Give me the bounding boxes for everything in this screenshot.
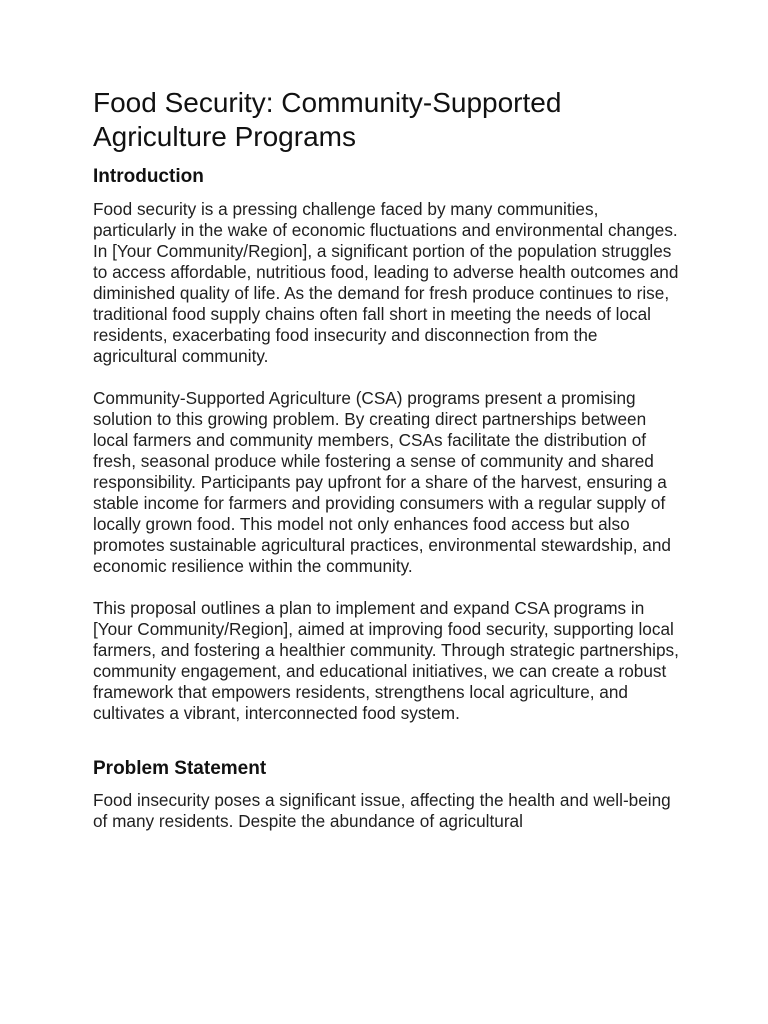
document-title: Food Security: Community-Supported Agriculture Programs [93, 87, 562, 152]
intro-paragraph-3: This proposal outlines a plan to implement and expand CSA programs in [Your Community/Region], aimed at improving food security, supporting local farmers, and fostering a healthier community. Through strategic partnerships, community engagement, and educational initiatives, we can create a robust framework that empowers residents, strengthens local agriculture, and cultivates a vibrant, interconnected food system. [93, 598, 679, 723]
intro-paragraph-1: Food security is a pressing challenge faced by many communities, particularly in the wake of economic fluctuations and environmental changes. In [Your Community/Region], a significant portion of the population struggles to access affordable, nutritious food, leading to adverse health outcomes and diminished quality of life. As the demand for fresh produce continues to rise, traditional food supply chains often fall short in meeting the needs of local residents, exacerbating food insecurity and disconnection from the agricultural community. [93, 199, 679, 366]
intro-paragraph-2: Community-Supported Agriculture (CSA) programs present a promising solution to this growing problem. By creating direct partnerships between local farmers and community members, CSAs facilitate the distribution of fresh, seasonal produce while fostering a sense of community and shared responsibility. Participants pay upfront for a share of the harvest, ensuring a stable income for farmers and providing consumers with a regular supply of locally grown food. This model not only enhances food access but also promotes sustainable agricultural practices, environmental stewardship, and economic resilience within the community. [93, 388, 671, 576]
section-heading-introduction: Introduction [93, 166, 204, 187]
problem-paragraph-1: Food insecurity poses a significant issue, affecting the health and well-being of many residents. Despite the abundance of agricultural [93, 790, 671, 831]
document-page [93, 86, 683, 832]
section-heading-problem-statement: Problem Statement [93, 758, 267, 779]
